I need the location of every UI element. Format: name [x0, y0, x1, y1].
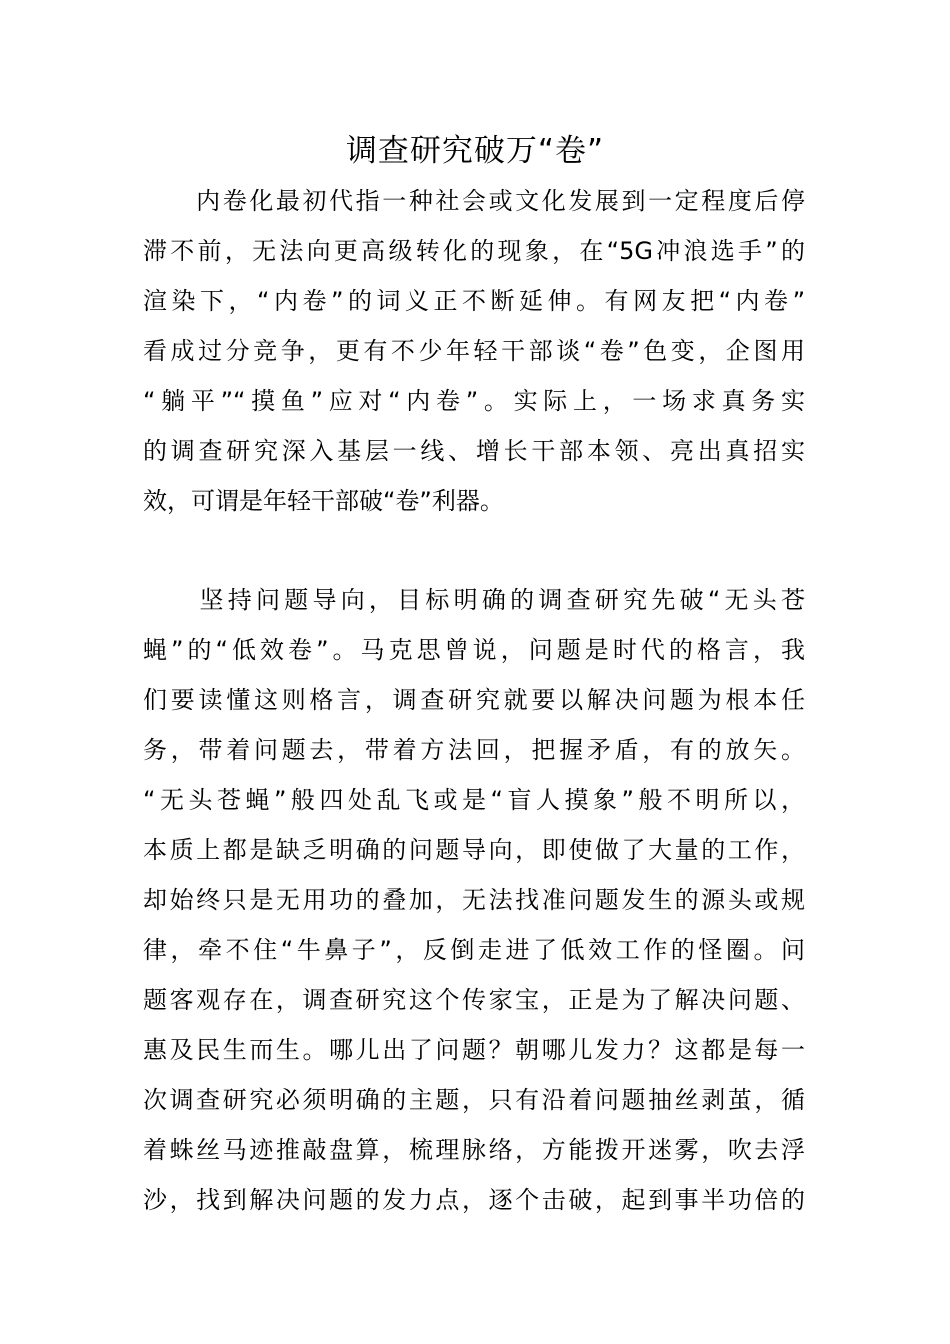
text-line: 次调查研究必须明确的主题，只有沿着问题抽丝剥茧，循 [143, 1086, 805, 1114]
text-line: 题客观存在，调查研究这个传家宝，正是为了解决问题、 [143, 986, 805, 1014]
paragraph-1 [143, 176, 805, 526]
text-line: 们要读懂这则格言，调查研究就要以解决问题为根本任 [143, 686, 805, 714]
text-line: 滞不前，无法向更高级转化的现象，在“5G冲浪选手”的 [143, 237, 805, 265]
text-line: “无头苍蝇”般四处乱飞或是“盲人摸象”般不明所以， [143, 786, 805, 814]
text-line: 蝇”的“低效卷”。马克思曾说，问题是时代的格言，我 [143, 636, 805, 664]
text-line: 沙，找到解决问题的发力点，逐个击破，起到事半功倍的 [143, 1186, 805, 1214]
text-line: 着蛛丝马迹推敲盘算，梳理脉络，方能拨开迷雾，吹去浮 [143, 1136, 805, 1164]
paragraph-2 [143, 575, 805, 1225]
text-line: 的调查研究深入基层一线、增长干部本领、亮出真招实 [143, 437, 805, 465]
text-line: 却始终只是无用功的叠加，无法找准问题发生的源头或规 [143, 886, 805, 914]
text-line: 内卷化最初代指一种社会或文化发展到一定程度后停 [143, 187, 805, 215]
text-line: 坚持问题导向，目标明确的调查研究先破“无头苍 [143, 586, 805, 614]
text-line: 渲染下，“内卷”的词义正不断延伸。有网友把“内卷” [143, 287, 805, 315]
text-line: 效，可谓是年轻干部破“卷”利器。 [143, 487, 504, 515]
text-line: 务，带着问题去，带着方法回，把握矛盾，有的放矢。 [143, 736, 805, 764]
text-line: 律，牵不住“牛鼻子”，反倒走进了低效工作的怪圈。问 [143, 936, 805, 964]
text-line: “躺平”“摸鱼”应对“内卷”。实际上，一场求真务实 [143, 387, 805, 415]
text-line: 看成过分竞争，更有不少年轻干部谈“卷”色变，企图用 [143, 337, 805, 365]
text-line: 本质上都是缺乏明确的问题导向，即使做了大量的工作， [143, 836, 805, 864]
document-title: 调查研究破万“卷” [345, 133, 605, 169]
text-line: 惠及民生而生。哪儿出了问题？朝哪儿发力？这都是每一 [143, 1036, 805, 1064]
